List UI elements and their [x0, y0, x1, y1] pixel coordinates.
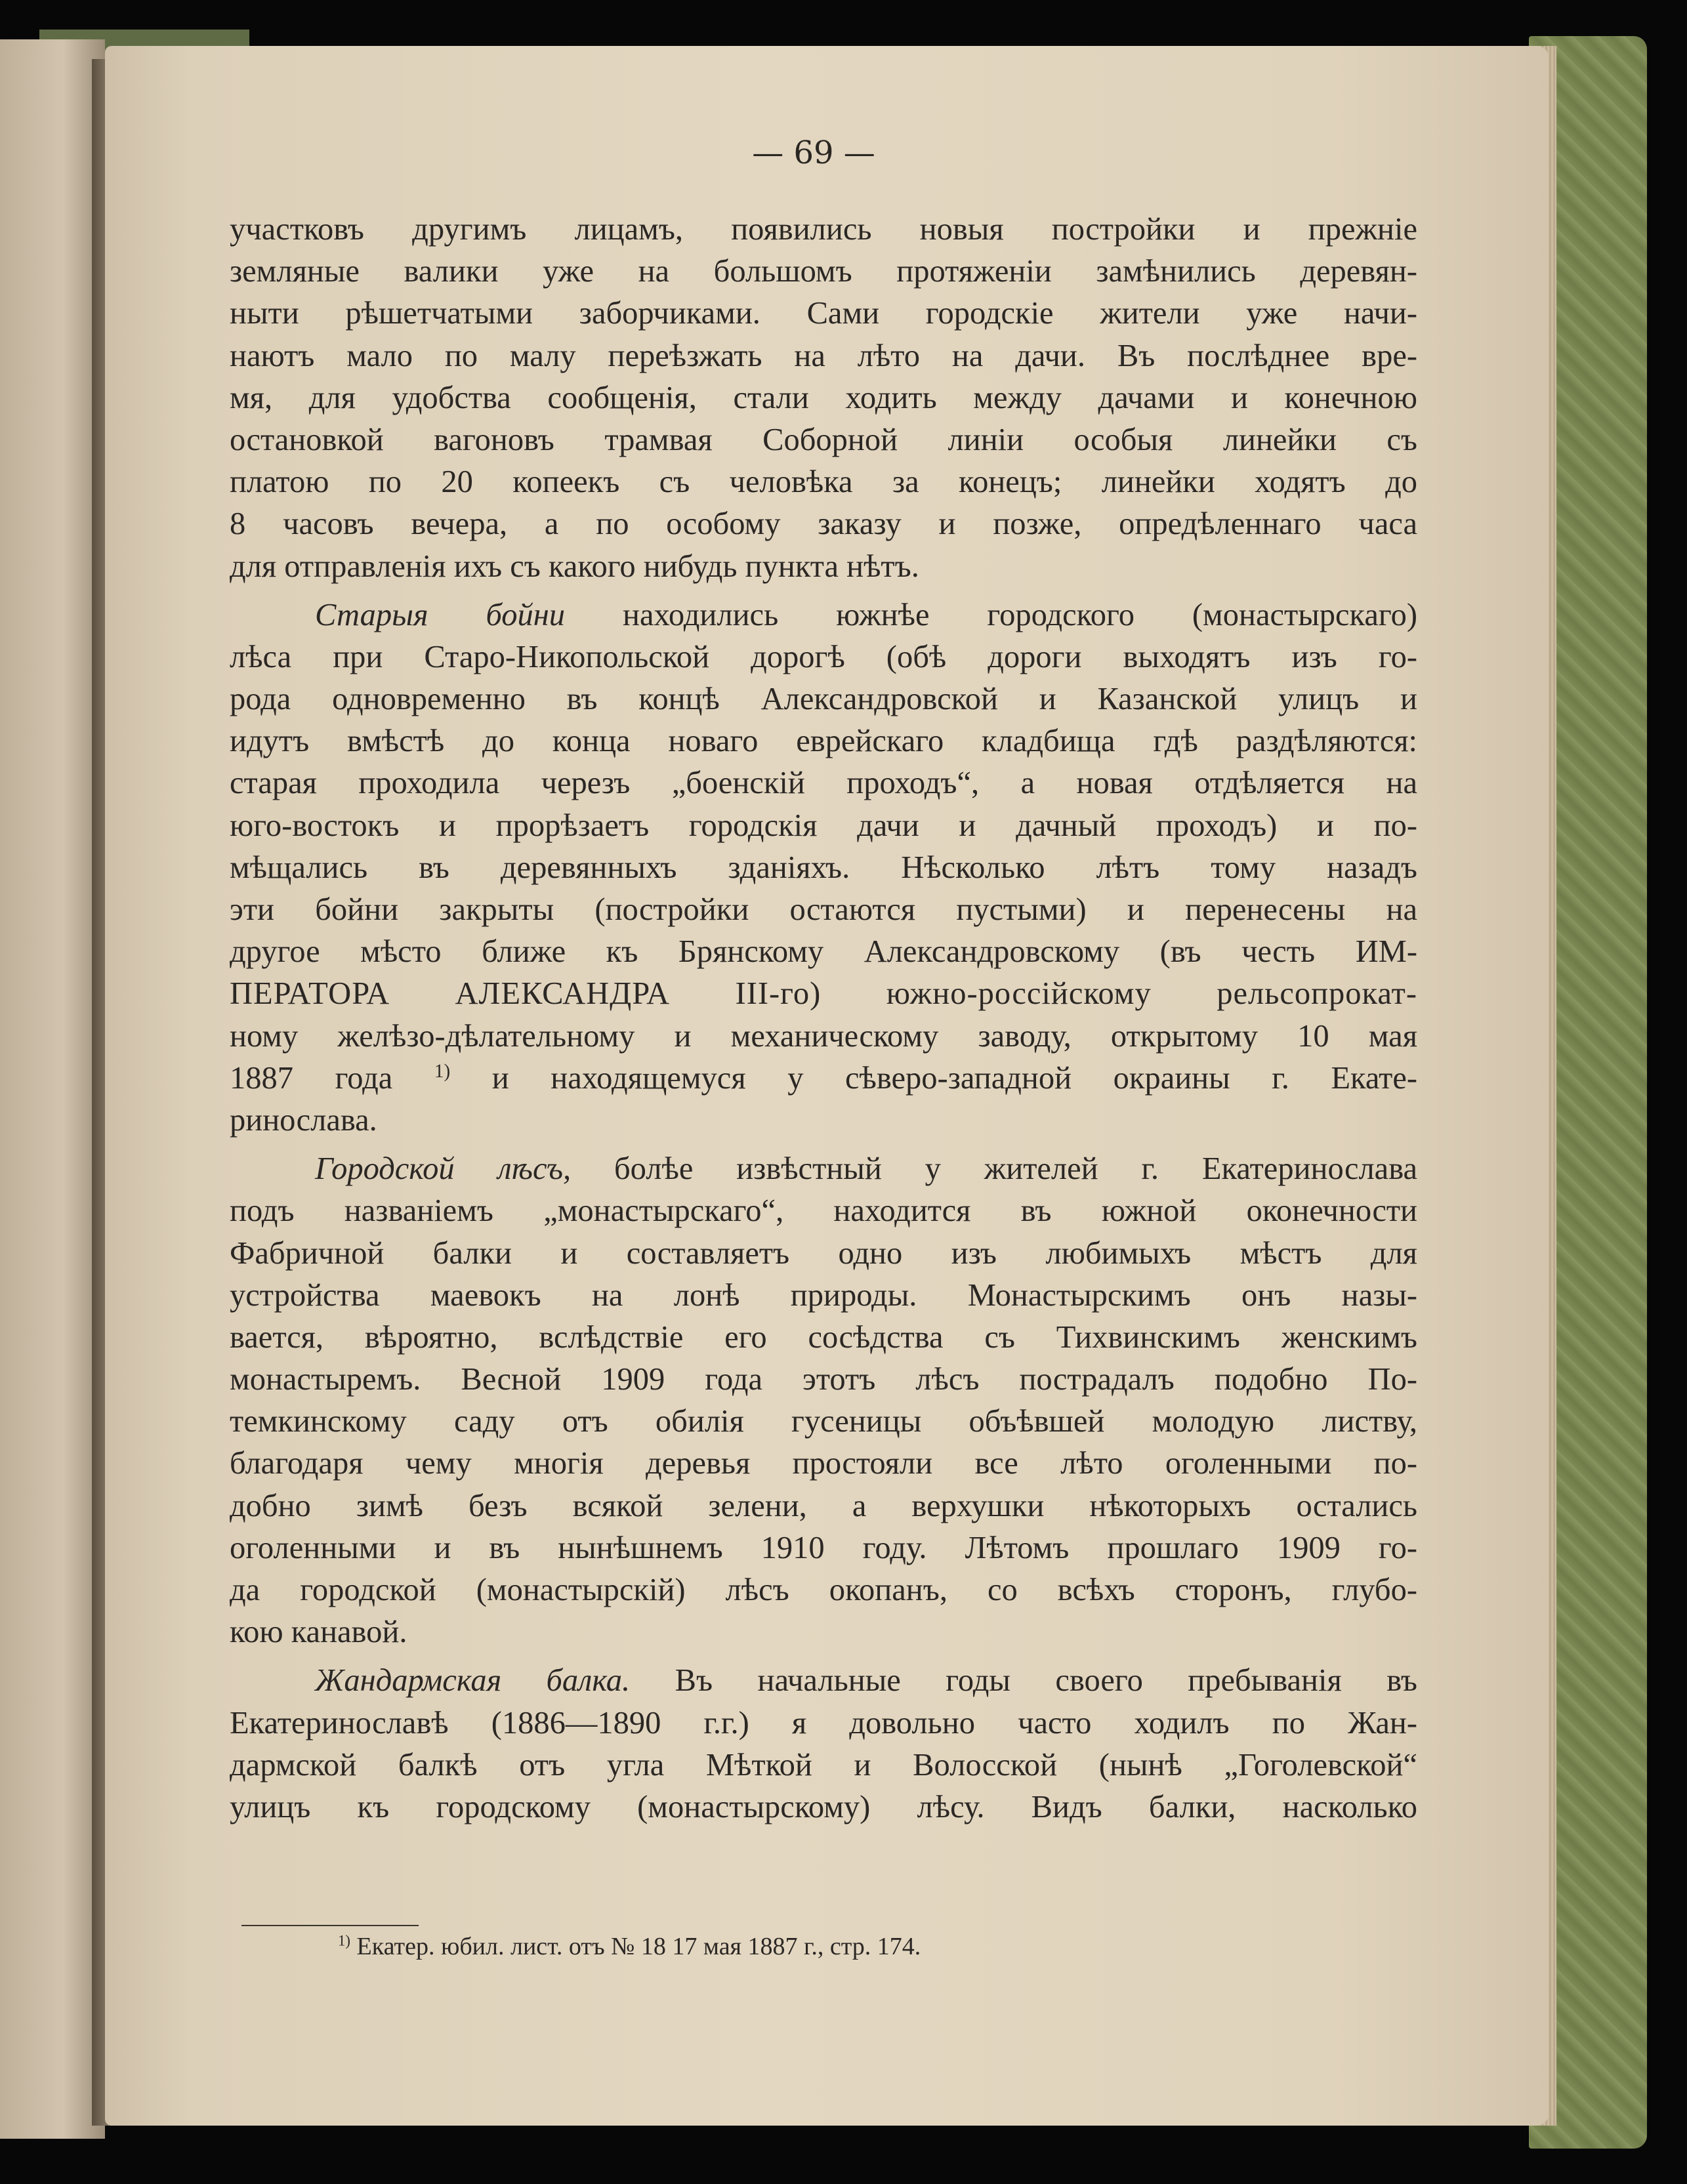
- footnote-divider: [241, 1925, 419, 1926]
- text-line: ному желѣзо-дѣлательному и механическому заводу, открытому 10 мая: [230, 1018, 1417, 1054]
- text-line: улицъ къ городскому (монастырскому) лѣсу. Видъ балки, насколько: [230, 1789, 1417, 1824]
- text-line: другое мѣсто ближе къ Брянскому Александровскому (въ честь ИМ-: [230, 934, 1417, 970]
- text-line: да городской (монастырскій) лѣсъ окопанъ, со всѣхъ сторонъ, глубо-: [230, 1573, 1417, 1607]
- text-line: остановкой вагоновъ трамвая Соборной линіи особыя линейки съ: [230, 422, 1417, 457]
- page-number: — 69 —: [752, 134, 875, 171]
- footnote-text: Екатер. юбил. лист. отъ № 18 17 мая 1887 г., стр. 174.: [356, 1933, 921, 1960]
- text-line: мѣщались въ деревянныхъ зданіяхъ. Нѣсколько лѣтъ тому назадъ: [230, 850, 1417, 885]
- text-line: монастыремъ. Весной 1909 года этотъ лѣсъ пострадалъ подобно По-: [230, 1362, 1417, 1397]
- text-line: [230, 594, 1417, 636]
- text-line: оголенными и въ нынѣшнемъ 1910 году. Лѣтомъ прошлаго 1909 го-: [230, 1530, 1417, 1565]
- text-line: Екатеринославѣ (1886—1890 г.г.) я довольно часто ходилъ по Жан-: [230, 1705, 1417, 1741]
- text-run: болѣе извѣстный у жителей г. Екатеринослава: [614, 1151, 1417, 1187]
- text-line: для отправленія ихъ съ какого нибудь пункта нѣтъ.: [230, 548, 919, 584]
- text-line: [230, 1148, 1417, 1190]
- text-line: юго-востокъ и прорѣзаетъ городскія дачи и дачный проходъ) и по-: [230, 808, 1417, 843]
- footnote-mark: 1): [338, 1932, 350, 1949]
- text-line: [230, 1660, 1417, 1702]
- section-heading: Городской лѣсъ,: [315, 1151, 572, 1187]
- text-line: идутъ вмѣстѣ до конца новаго еврейскаго кладбища гдѣ раздѣляются:: [230, 724, 1417, 759]
- text-line: эти бойни закрыты (постройки остаются пустыми) и перенесены на: [230, 892, 1417, 927]
- text-line: наютъ мало по малу переѣзжать на лѣто на дачи. Въ послѣднее вре-: [230, 338, 1417, 373]
- section-heading: Старыя бойни: [315, 597, 566, 632]
- text-line: Фабричной балки и составляетъ одно изъ любимыхъ мѣстъ для: [230, 1235, 1417, 1271]
- text-line: старая проходила черезъ „боенскій проходъ“, а новая отдѣляется на: [230, 766, 1417, 801]
- text-run: Въ начальные годы своего пребыванія въ: [675, 1663, 1417, 1699]
- text-line: мя, для удобства сообщенія, стали ходить между дачами и конечною: [230, 380, 1417, 415]
- paragraph-1: [230, 209, 1417, 588]
- text-line: вается, вѣроятно, вслѣдствіе его сосѣдства съ Тихвинскимъ женскимъ: [230, 1319, 1417, 1355]
- text-line: подъ названіемъ „монастырскаго“, находится въ южной оконечности: [230, 1193, 1417, 1229]
- text-run: 1887 года: [230, 1060, 393, 1096]
- text-line: дармской балкѣ отъ угла Мѣткой и Волосской (нынѣ „Гоголевской“: [230, 1747, 1417, 1782]
- text-run: находились южнѣе городского (монастырскаго): [623, 597, 1418, 632]
- text-line: 8 часовъ вечера, а по особому заказу и позже, опредѣленнаго часа: [230, 506, 1417, 542]
- footnote: [338, 1929, 1388, 1964]
- text-line: благодаря чему многія деревья простояли все лѣто оголенными по-: [230, 1446, 1417, 1481]
- text-line: устройства маевокъ на лонѣ природы. Монастырскимъ онъ назы-: [230, 1277, 1417, 1313]
- footnote-reference: 1): [434, 1060, 451, 1082]
- paragraph-2: [230, 594, 1417, 1142]
- text-line: участковъ другимъ лицамъ, появились новыя постройки и прежніе: [230, 212, 1417, 247]
- text-run: и находящемуся у сѣверо-западной окраины г. Екате-: [491, 1060, 1418, 1096]
- text-line: [230, 1058, 1417, 1100]
- text-line: платою по 20 копеекъ съ человѣка за конецъ; линейки ходятъ до: [230, 464, 1417, 500]
- text-line: кою канавой.: [230, 1615, 407, 1650]
- text-line: рода одновременно въ концѣ Александровской и Казанской улицъ и: [230, 682, 1417, 717]
- text-line: темкинскому саду отъ обилія гусеницы объѣвшей молодую листву,: [230, 1404, 1417, 1439]
- text-line: добно зимѣ безъ всякой зелени, а верхушки нѣкоторыхъ остались: [230, 1488, 1417, 1523]
- text-line: земляные валики уже на большомъ протяженіи замѣнились деревян-: [230, 254, 1417, 289]
- text-line: ныти рѣшетчатыми заборчиками. Сами городскіе жители уже начи-: [230, 296, 1417, 331]
- text-line: лѣса при Старо-Никопольской дорогѣ (обѣ дороги выходятъ изъ го-: [230, 639, 1417, 674]
- section-heading: Жандармская балка.: [315, 1663, 631, 1699]
- text-line: ринослава.: [230, 1102, 377, 1138]
- page-body: [230, 209, 1417, 1828]
- text-line: ПЕРАТОРА АЛЕКСАНДРА III-го) южно-россійскому рельсопрокат-: [230, 976, 1417, 1012]
- paragraph-4: [230, 1660, 1417, 1828]
- paragraph-3: [230, 1148, 1417, 1653]
- left-page: [0, 39, 105, 2139]
